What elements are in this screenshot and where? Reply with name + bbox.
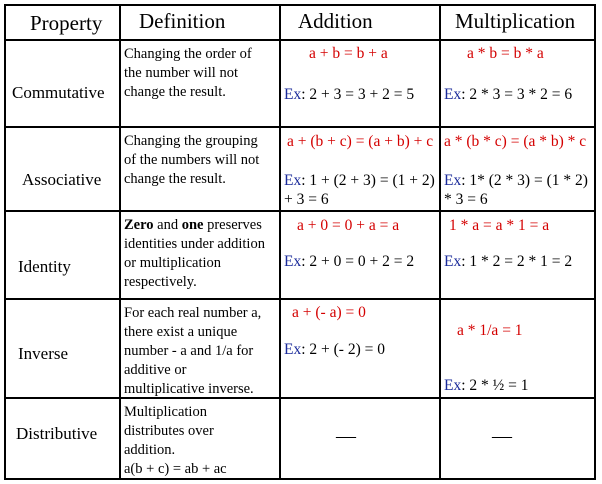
header-definition: Definition <box>139 9 226 33</box>
multiplication-example-inverse: Ex: 2 * ½ = 1 <box>444 377 529 394</box>
definition-distributive: Multiplication distributes over addition. a(b + c) = ab + ac <box>124 404 227 477</box>
multiplication-rule-inverse: a * 1/a = 1 <box>457 322 523 339</box>
definition-identity: Zero and one preserves identities under addition or multiplication respectively. <box>124 217 265 290</box>
addition-example-associative: Ex: 1 + (2 + 3) = (1 + 2) + 3 = 6 <box>284 172 435 208</box>
row-divider-3 <box>4 298 596 300</box>
definition-commutative: Changing the order of the number will not change the result. <box>124 46 252 100</box>
property-inverse: Inverse <box>18 344 69 363</box>
header-addition: Addition <box>298 9 373 33</box>
col-divider-3 <box>439 4 441 480</box>
multiplication-rule-associative: a * (b * c) = (a * b) * c <box>444 133 587 150</box>
row-divider-2 <box>4 210 596 212</box>
property-associative: Associative <box>22 170 102 189</box>
addition-distributive-empty: — <box>336 425 356 447</box>
property-identity: Identity <box>18 257 71 276</box>
addition-rule-inverse: a + (- a) = 0 <box>292 304 366 321</box>
addition-rule-commutative: a + b = b + a <box>309 45 388 62</box>
definition-associative: Changing the grouping of the numbers will not change the result. <box>124 133 260 187</box>
col-divider-2 <box>279 4 281 480</box>
properties-table <box>4 4 596 480</box>
row-divider-1 <box>4 126 596 128</box>
addition-rule-associative: a + (b + c) = (a + b) + c <box>287 133 434 150</box>
multiplication-example-commutative: Ex: 2 * 3 = 3 * 2 = 6 <box>444 86 573 103</box>
header-divider <box>4 39 596 41</box>
property-distributive: Distributive <box>16 424 98 443</box>
multiplication-rule-identity: 1 * a = a * 1 = a <box>449 217 550 234</box>
multiplication-rule-commutative: a * b = b * a <box>467 45 544 62</box>
row-divider-4 <box>4 397 596 399</box>
multiplication-distributive-empty: — <box>492 425 512 447</box>
addition-example-identity: Ex: 2 + 0 = 0 + 2 = 2 <box>284 253 415 270</box>
property-commutative: Commutative <box>12 83 105 102</box>
multiplication-example-associative: Ex: 1* (2 * 3) = (1 * 2) * 3 = 6 <box>444 172 588 208</box>
header-property: Property <box>30 11 103 35</box>
col-divider-1 <box>119 4 121 480</box>
definition-inverse: For each real number a, there exist a unique number - a and 1/a for additive or multiplicative inverse. <box>124 305 262 397</box>
header-multiplication: Multiplication <box>455 9 576 33</box>
addition-example-inverse: Ex: 2 + (- 2) = 0 <box>284 341 385 358</box>
addition-example-commutative: Ex: 2 + 3 = 3 + 2 = 5 <box>284 86 415 103</box>
addition-rule-identity: a + 0 = 0 + a = a <box>297 217 400 234</box>
multiplication-example-identity: Ex: 1 * 2 = 2 * 1 = 2 <box>444 253 573 270</box>
